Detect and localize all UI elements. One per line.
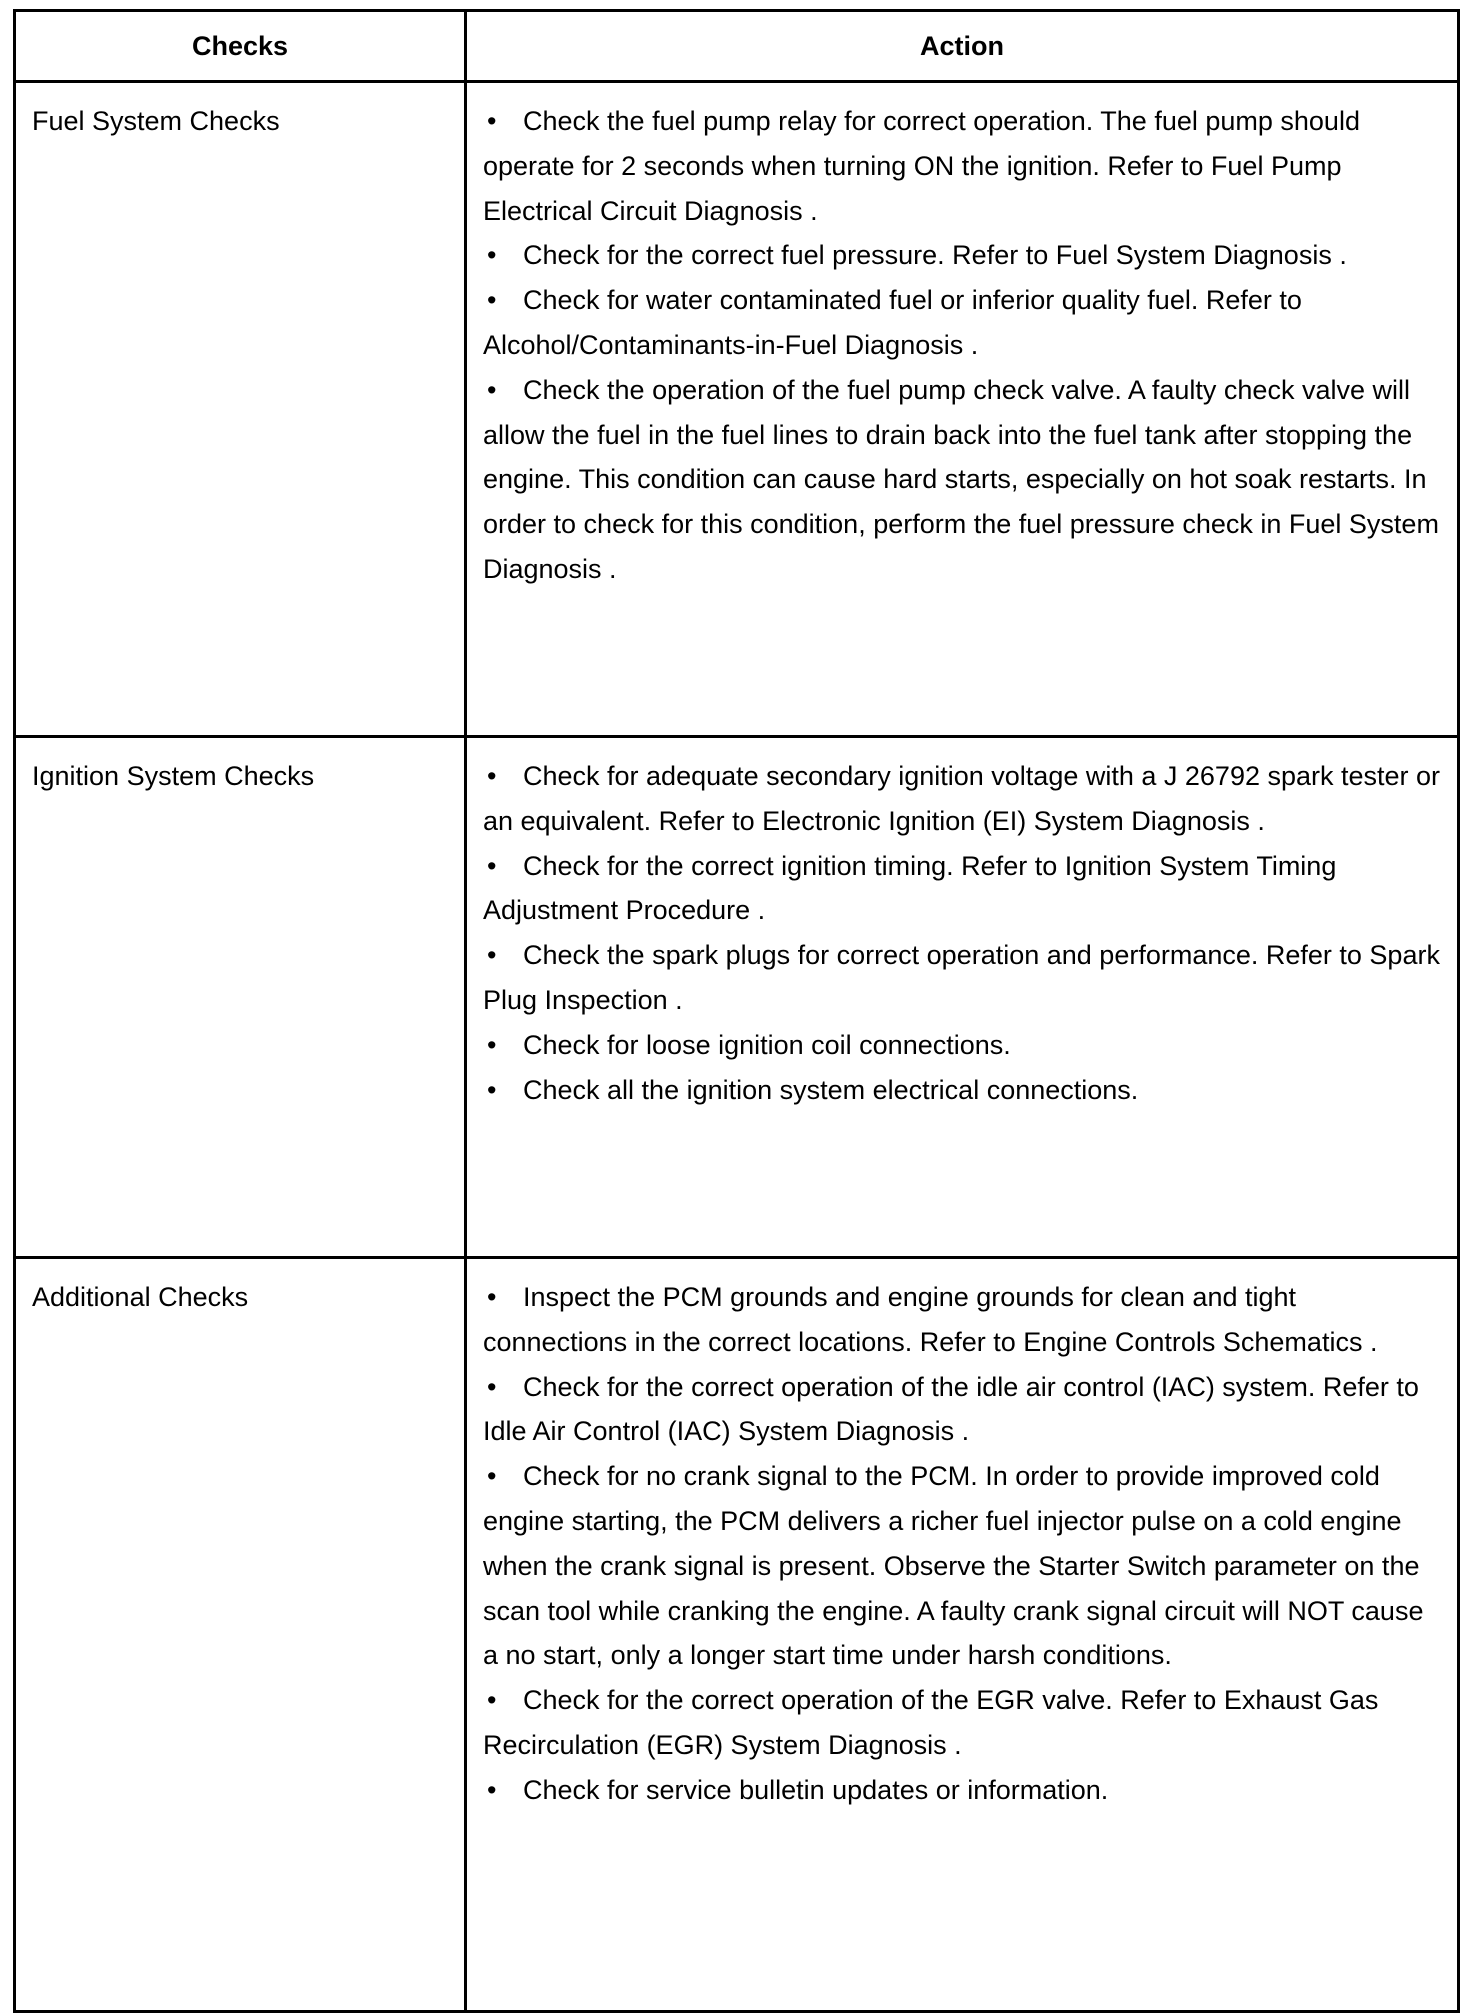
check-name: Ignition System Checks — [15, 737, 466, 1258]
action-item: • Inspect the PCM grounds and engine grounds for clean and tight connections in the correct locations. Refer to Engine Controls Schematics . — [483, 1275, 1441, 1365]
bullet-icon: • — [487, 1282, 497, 1312]
action-item: • Check the spark plugs for correct operation and performance. Refer to Spark Plug Inspection . — [483, 933, 1441, 1023]
action-item: • Check all the ignition system electrical connections. — [483, 1068, 1441, 1113]
bullet-icon: • — [487, 1029, 497, 1060]
bullet-icon: • — [487, 240, 497, 271]
bullet-icon: • — [487, 940, 497, 971]
action-item: • Check for the correct operation of the EGR valve. Refer to Exhaust Gas Recirculation (EGR) System Diagnosis . — [483, 1678, 1441, 1768]
table-row — [15, 82, 1459, 737]
table-row — [15, 737, 1459, 1258]
action-item: • Check the fuel pump relay for correct operation. The fuel pump should operate for 2 seconds when turning ON the ignition. Refer to Fuel Pump Electrical Circuit Diagnosis . — [483, 99, 1441, 233]
action-cell — [466, 1258, 1459, 2012]
action-item: • Check the operation of the fuel pump check valve. A faulty check valve will allow the fuel in the fuel lines to drain back into the fuel tank after stopping the engine. This condition can cause hard starts, especially on hot soak restarts. In order to check for this condition, perform the fuel pressure check in Fuel System Diagnosis . — [483, 368, 1441, 592]
bullet-icon: • — [487, 1685, 497, 1716]
action-item: • Check for the correct ignition timing. Refer to Ignition System Timing Adjustment Procedure . — [483, 844, 1441, 934]
header-checks: Checks — [15, 11, 466, 82]
bullet-icon: • — [487, 374, 497, 405]
bullet-icon: • — [487, 1461, 497, 1492]
action-item: • Check for no crank signal to the PCM. In order to provide improved cold engine starting, the PCM delivers a richer fuel injector pulse on a cold engine when the crank signal is present. Observe the Starter Switch parameter on the scan tool while cranking the engine. A faulty crank signal circuit will NOT cause a no start, only a longer start time under harsh conditions. — [483, 1454, 1441, 1678]
action-item: • Check for water contaminated fuel or inferior quality fuel. Refer to Alcohol/Contaminants-in-Fuel Diagnosis . — [483, 278, 1441, 368]
check-name: Additional Checks — [15, 1258, 466, 2012]
header-row — [15, 11, 1459, 82]
action-item: • Check for adequate secondary ignition voltage with a J 26792 spark tester or an equivalent. Refer to Electronic Ignition (EI) System Diagnosis . — [483, 754, 1441, 844]
check-name: Fuel System Checks — [15, 82, 466, 737]
checks-table — [13, 9, 1460, 2013]
header-action: Action — [466, 11, 1459, 82]
action-item: • Check for the correct operation of the idle air control (IAC) system. Refer to Idle Air Control (IAC) System Diagnosis . — [483, 1365, 1441, 1455]
action-item: • Check for the correct fuel pressure. Refer to Fuel System Diagnosis . — [483, 233, 1441, 278]
bullet-icon: • — [487, 850, 497, 881]
bullet-icon: • — [487, 106, 497, 136]
bullet-icon: • — [487, 1774, 497, 1805]
bullet-icon: • — [487, 761, 497, 791]
action-item: • Check for loose ignition coil connections. — [483, 1023, 1441, 1068]
bullet-icon: • — [487, 1074, 497, 1105]
action-cell — [466, 82, 1459, 737]
action-cell — [466, 737, 1459, 1258]
bullet-icon: • — [487, 285, 497, 316]
table-row — [15, 1258, 1459, 2012]
bullet-icon: • — [487, 1371, 497, 1402]
action-item: • Check for service bulletin updates or information. — [483, 1768, 1441, 1813]
